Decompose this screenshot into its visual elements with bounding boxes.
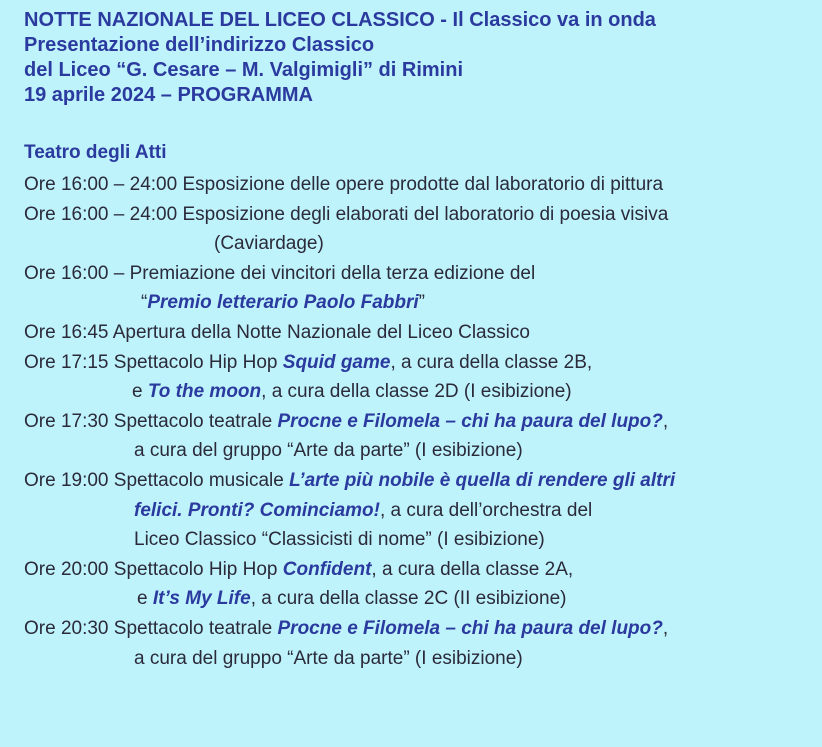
show-title: Procne e Filomela – chi ha paura del lupo? (277, 410, 663, 432)
program-text: Ore 16:00 – 24:00 Esposizione delle opere prodotte dal laboratorio di pittura (24, 174, 664, 195)
quote-close: ” (418, 292, 425, 314)
show-title: It’s My Life (152, 588, 251, 610)
show-title: felici. Pronti? Cominciamo! (134, 499, 380, 521)
program-text: a cura del gruppo “Arte da parte” (I esibizione) (134, 647, 523, 669)
show-title: Confident (282, 558, 372, 580)
quote-open: “ (141, 292, 148, 314)
program-line-continuation (24, 525, 822, 555)
program-header (24, 8, 822, 108)
program-text: , a cura dell’orchestra del (379, 499, 593, 521)
program-line-continuation (24, 584, 822, 614)
award-title: Premio letterario Paolo Fabbri (147, 292, 419, 314)
school-line: del Liceo “G. Cesare – M. Valgimigli” di Rimini (24, 59, 464, 81)
program-text: Ore 20:00 Spettacolo Hip Hop (24, 558, 283, 580)
program-line (24, 318, 822, 348)
program-line-continuation (24, 377, 822, 407)
program-text: , a cura della classe 2C (II esibizione) (250, 588, 567, 610)
program-text: (Caviardage) (214, 233, 324, 255)
show-title: Squid game (282, 351, 391, 373)
show-title: To the moon (147, 381, 262, 403)
date-line: 19 aprile 2024 – PROGRAMMA (24, 84, 313, 106)
program-line (24, 170, 822, 200)
program-line (24, 466, 822, 496)
program-line-continuation (24, 229, 822, 259)
program-text: Ore 17:30 Spettacolo teatrale (24, 410, 278, 432)
program-line (24, 614, 822, 644)
program-text: Liceo Classico “Classicisti di nome” (I esibizione) (134, 529, 545, 551)
program-text: e (137, 588, 153, 610)
program-text: , (662, 410, 669, 432)
program-text: Ore 17:15 Spettacolo Hip Hop (24, 351, 283, 373)
program-line-continuation (24, 436, 822, 466)
event-title: NOTTE NAZIONALE DEL LICEO CLASSICO - Il Classico va in onda (24, 9, 656, 31)
program-line-continuation (24, 496, 822, 526)
program-line (24, 200, 822, 230)
program-text: Ore 19:00 Spettacolo musicale (24, 469, 290, 491)
program-text: Ore 16:00 – Premiazione dei vincitori della terza edizione del (24, 262, 536, 284)
program-line (24, 348, 822, 378)
program-text: , a cura della classe 2D (I esibizione) (261, 381, 572, 403)
program-text: Ore 20:30 Spettacolo teatrale (24, 617, 278, 639)
venue-title: Teatro degli Atti (24, 142, 167, 163)
show-title: Procne e Filomela – chi ha paura del lupo? (277, 617, 663, 639)
program-text: , (662, 617, 669, 639)
show-title: L’arte più nobile è quella di rendere gli altri (289, 469, 676, 491)
program-text: , a cura della classe 2B, (390, 351, 593, 373)
program-text: a cura del gruppo “Arte da parte” (I esibizione) (134, 440, 523, 462)
program-line (24, 555, 822, 585)
presentation-line: Presentazione dell’indirizzo Classico (24, 34, 375, 56)
program-line (24, 407, 822, 437)
program-text: Ore 16:00 – 24:00 Esposizione degli elaborati del laboratorio di poesia visiva (24, 203, 669, 225)
program-line (24, 259, 822, 289)
program-line-continuation (24, 288, 822, 318)
program-text: e (132, 381, 148, 403)
program-line-continuation (24, 644, 822, 674)
program-list (24, 170, 822, 673)
program-text: Ore 16:45 Apertura della Notte Nazionale del Liceo Classico (24, 321, 530, 343)
program-text: , a cura della classe 2A, (371, 558, 574, 580)
